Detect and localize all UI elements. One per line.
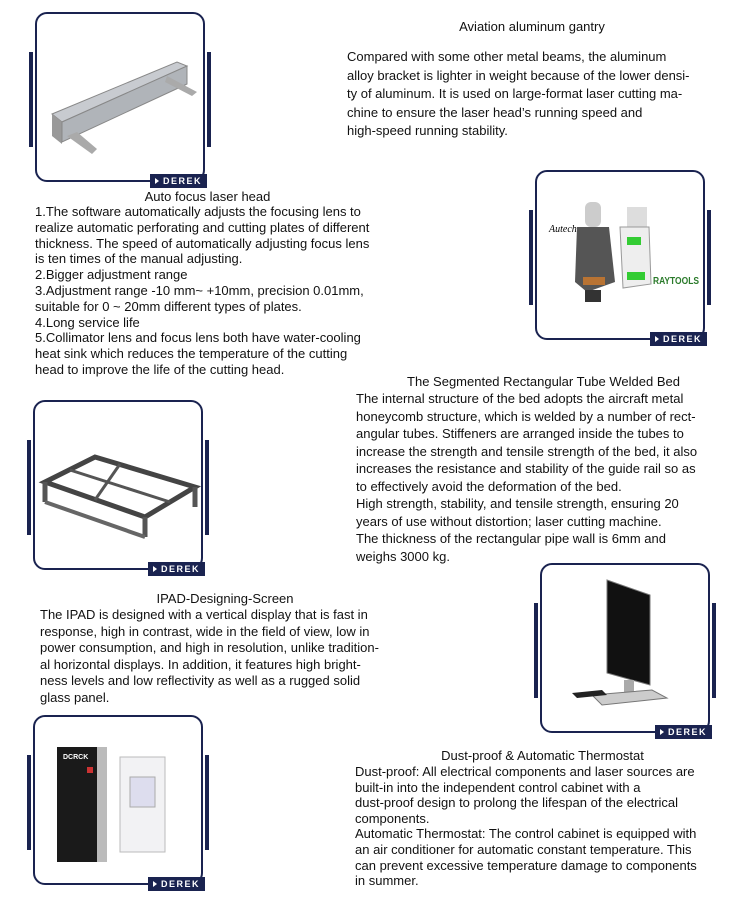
paragraph-line: dust-proof design to prolong the lifespan of the electrical <box>355 795 679 811</box>
badge-text: DEREK <box>162 176 202 186</box>
derek-badge <box>148 562 205 576</box>
section-welded-bed <box>356 373 741 565</box>
section-auto-focus <box>35 189 385 378</box>
paragraph-line: realize automatic perforating and cutting plates of different <box>35 219 370 235</box>
paragraph-line: The thickness of the rectangular pipe wall is 6mm and <box>356 531 666 546</box>
paragraph-line: 1.The software automatically adjusts the focusing lens to <box>35 204 361 219</box>
section-title: The Segmented Rectangular Tube Welded Bed <box>407 374 680 389</box>
paragraph-line: years of use without distortion; laser cutting machine. <box>356 513 662 529</box>
paragraph-line: 3.Adjustment range -10 mm~ +10mm, precision 0.01mm, <box>35 282 364 298</box>
paragraph-line: built-in into the independent control cabinet with a <box>355 779 641 795</box>
laser-head-image <box>537 172 703 338</box>
paragraph-line: The internal structure of the bed adopts the aircraft metal <box>356 391 684 406</box>
badge-text: DEREK <box>667 727 707 737</box>
dcrck-logo: DCRCK <box>63 754 89 761</box>
paragraph-line: high-speed running stability. <box>347 123 508 138</box>
paragraph-line: head to improve the life of the cutting head. <box>35 361 285 377</box>
welded-bed-image-frame <box>33 400 203 574</box>
paragraph-line: chine to ensure the laser head’s running speed and <box>347 104 643 120</box>
gantry-image-frame <box>35 12 205 186</box>
paragraph-line: ness levels and low reflectivity as well as a rugged solid <box>40 673 361 689</box>
paragraph-line: heat sink which reduces the temperature of the cutting <box>35 346 348 362</box>
paragraph-line: alloy bracket is lighter in weight because of the lower densi- <box>347 67 690 83</box>
derek-badge <box>655 725 712 739</box>
paragraph-line: can prevent excessive temperature damage to components <box>355 857 697 873</box>
badge-text: DEREK <box>160 564 200 574</box>
paragraph-line: honeycomb structure, which is welded by a number of rect- <box>356 408 696 424</box>
paragraph-line: 4.Long service life <box>35 314 140 330</box>
paragraph-line: response, high in contrast, wide in the field of view, low in <box>40 623 370 639</box>
paragraph-line: Compared with some other metal beams, the aluminum <box>347 49 667 64</box>
badge-text: DEREK <box>662 334 702 344</box>
paragraph-line: glass panel. <box>40 689 110 705</box>
derek-badge <box>650 332 707 346</box>
paragraph-line: Automatic Thermostat: The control cabinet is equipped with <box>355 826 697 842</box>
ipad-screen-image-frame <box>540 563 710 737</box>
paragraph-line: ty of aluminum. It is used on large-format laser cutting ma- <box>347 86 683 101</box>
section-ipad-screen <box>40 591 420 707</box>
badge-text: DEREK <box>160 879 200 889</box>
paragraph-line: 5.Collimator lens and focus lens both have water-cooling <box>35 330 361 346</box>
section-title: IPAD-Designing-Screen <box>156 591 294 606</box>
derek-badge <box>148 877 205 891</box>
section-title: Aviation aluminum gantry <box>459 19 605 34</box>
section-aviation-gantry <box>347 19 727 141</box>
raytools-logo: RAYTOOLS <box>653 276 700 287</box>
paragraph-line: to effectively avoid the deformation of the bed. <box>356 478 622 494</box>
paragraph-line: power consumption, and high in resolution, unlike tradition- <box>40 640 379 656</box>
paragraph-line: an air conditioner for automatic constant temperature. This <box>355 841 692 857</box>
control-cabinet-image <box>35 717 201 883</box>
paragraph-line: angular tubes. Stiffeners are arranged inside the tubes to <box>356 426 684 441</box>
derek-badge <box>150 174 207 188</box>
paragraph-line: The IPAD is designed with a vertical display that is fast in <box>40 607 368 622</box>
paragraph-line: High strength, stability, and tensile strength, ensuring 20 <box>356 496 679 511</box>
welded-bed-image <box>35 402 201 568</box>
paragraph-line: thickness. The speed of automatically adjusting focus lens <box>35 235 370 251</box>
aluminum-gantry-image <box>37 14 203 180</box>
paragraph-line: increases the resistance and stability of the guide rail so as <box>356 461 696 476</box>
paragraph-line: suitable for 0 ~ 20mm different types of plates. <box>35 298 302 314</box>
cabinet-image-frame <box>33 715 203 889</box>
section-title: Dust-proof & Automatic Thermostat <box>441 748 644 763</box>
paragraph-line: in summer. <box>355 873 419 889</box>
paragraph-line: al horizontal displays. In addition, it features high bright- <box>40 656 361 672</box>
paragraph-line: 2.Bigger adjustment range <box>35 267 188 283</box>
section-dust-proof <box>355 748 740 889</box>
paragraph-line: is ten times of the manual adjusting. <box>35 251 243 267</box>
paragraph-line: increase the strength and tensile strength of the bed, it also <box>356 443 698 459</box>
laser-head-image-frame <box>535 170 705 344</box>
autech-logo: Autech <box>549 224 577 235</box>
ipad-screen-image <box>542 565 708 731</box>
paragraph-line: Dust-proof: All electrical components and laser sources are <box>355 764 695 779</box>
paragraph-line: components. <box>355 810 430 826</box>
paragraph-line: weighs 3000 kg. <box>356 548 450 564</box>
section-title: Auto focus laser head <box>144 189 271 204</box>
